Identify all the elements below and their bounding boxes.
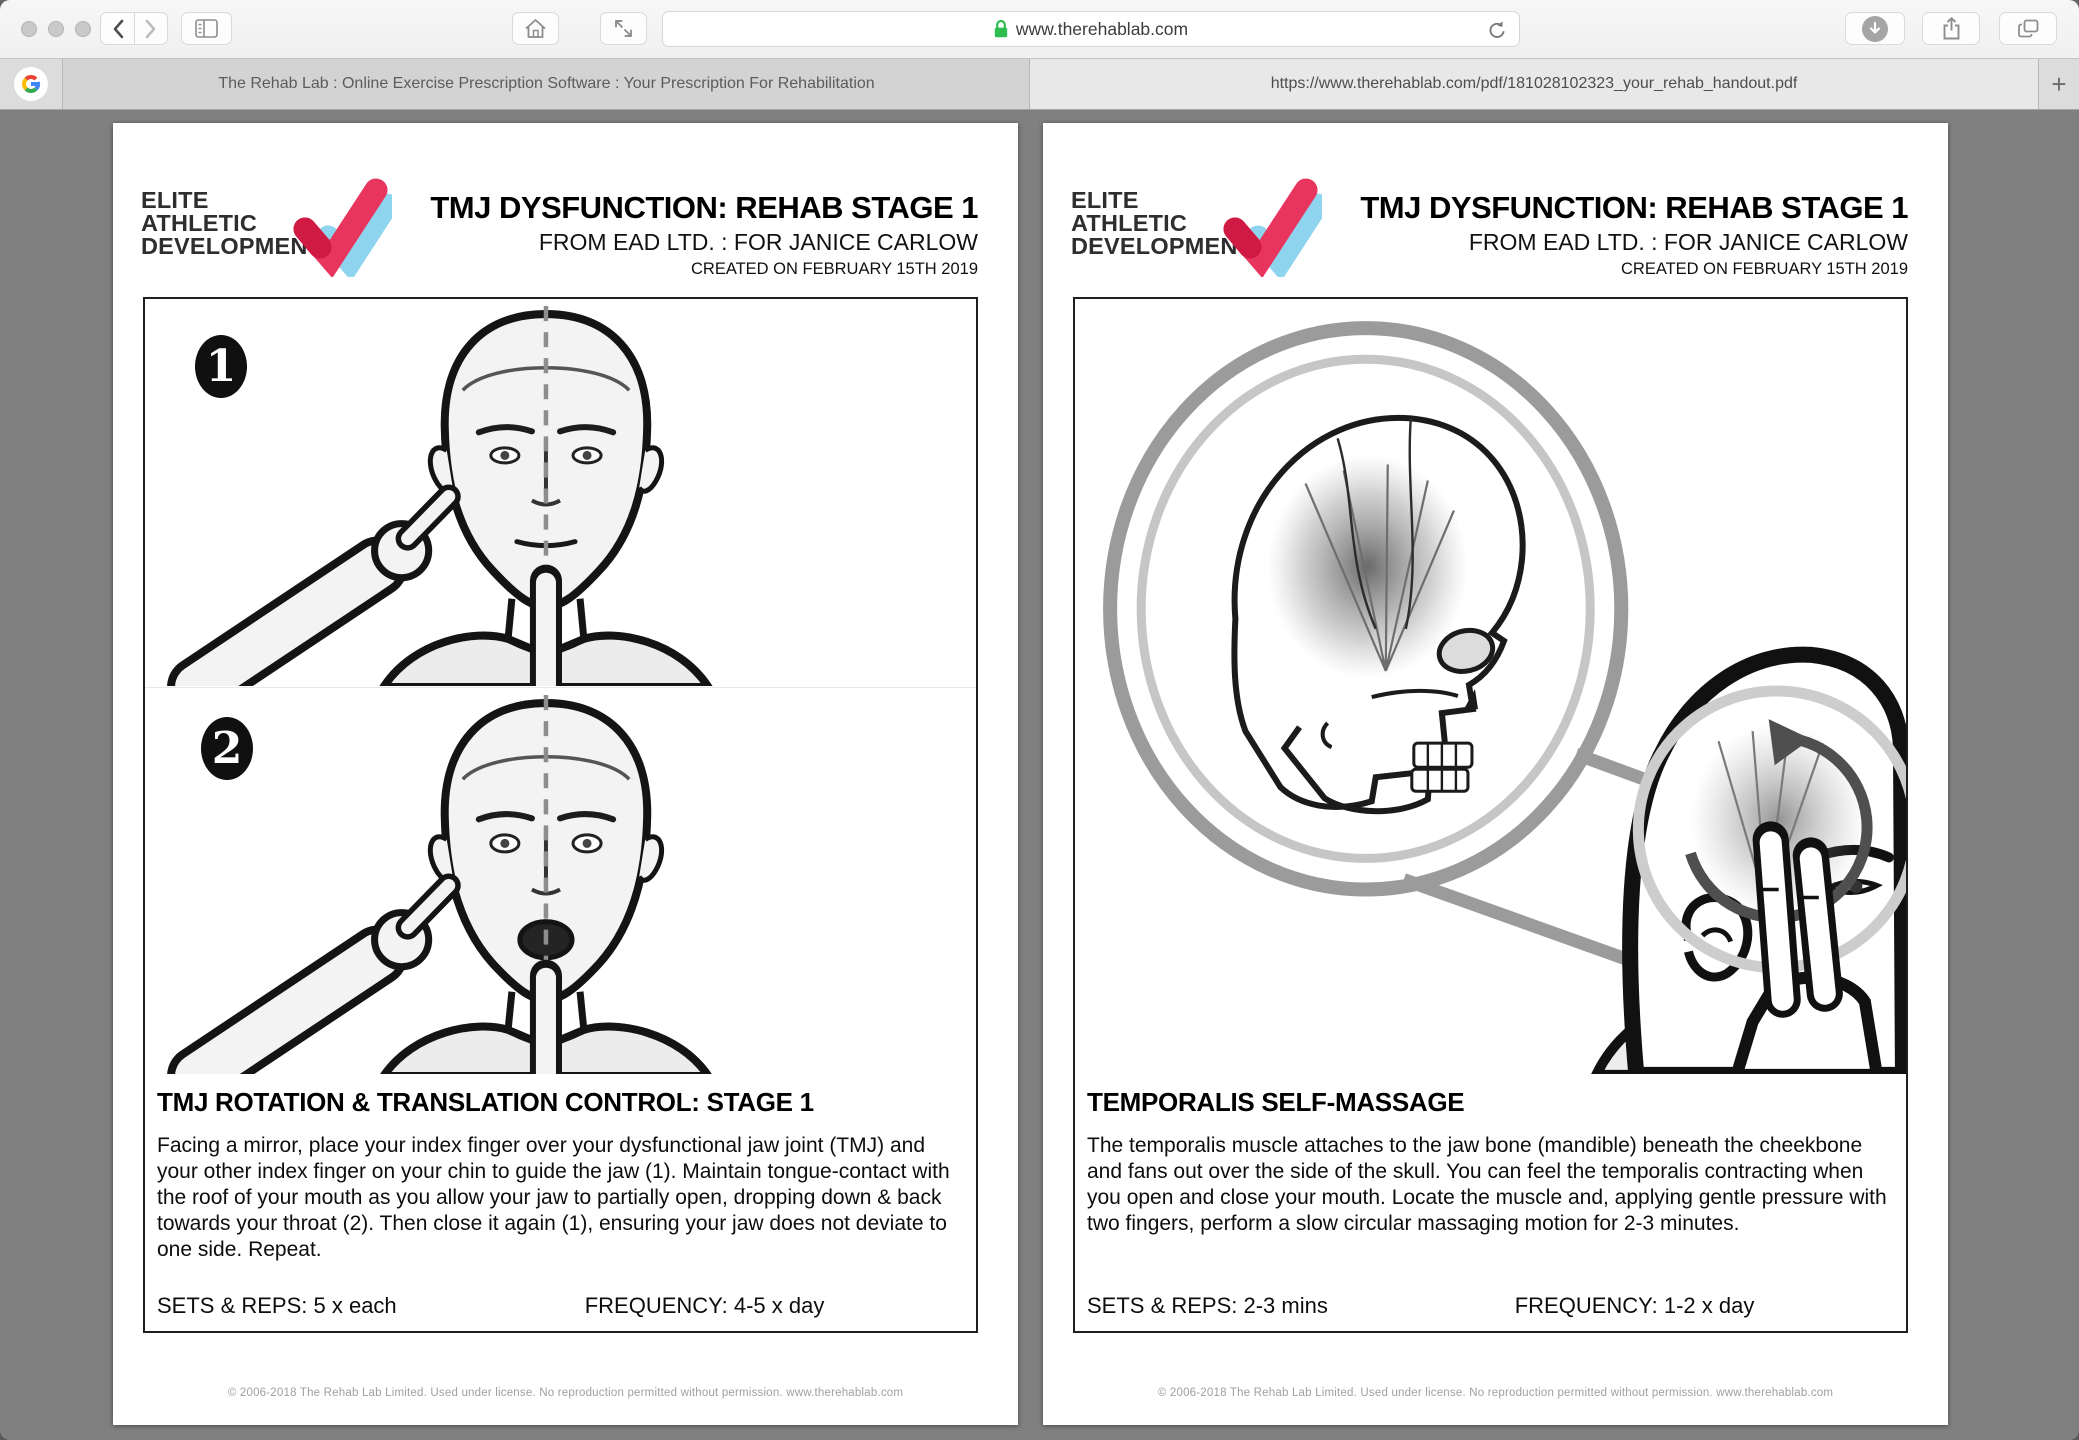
google-favicon [14, 67, 48, 101]
browser-toolbar [0, 0, 2079, 59]
downloads-button[interactable] [1845, 12, 1905, 45]
close-window-button[interactable] [21, 21, 37, 37]
home-icon [524, 18, 547, 39]
frequency-value: FREQUENCY: 1-2 x day [1514, 1293, 1755, 1318]
exercise-title: TEMPORALIS SELF-MASSAGE [1087, 1087, 1465, 1117]
tabs-overview-icon [2018, 19, 2039, 38]
illustration-step-2 [145, 687, 976, 1074]
illustration-step-1 [145, 299, 976, 686]
tab-bar [0, 59, 2079, 110]
share-icon [1942, 17, 1961, 40]
lock-icon [994, 20, 1008, 38]
home-button[interactable] [512, 12, 559, 45]
back-button[interactable] [100, 12, 134, 45]
forward-button[interactable] [134, 12, 168, 45]
document-subtitle: FROM EAD LTD. : FOR JANICE CARLOW [538, 229, 978, 255]
tabs-overview-button[interactable] [1999, 12, 2057, 45]
new-tab-button[interactable] [2039, 59, 2079, 109]
tab-title: The Rehab Lab : Online Exercise Prescription Software : Your Prescription For Rehabilitation [218, 75, 875, 92]
ead-logo-text: ELITE ATHLETIC DEVELOPMENT [141, 187, 323, 259]
exercise-stats [1087, 1293, 1894, 1319]
sidebar-icon [195, 19, 218, 38]
document-created-date: CREATED ON FEBRUARY 15TH 2019 [690, 260, 978, 278]
document-created-date: CREATED ON FEBRUARY 15TH 2019 [1620, 260, 1908, 278]
exercise-illustrations [145, 299, 976, 1074]
tab-rehab-lab-home[interactable] [64, 59, 1030, 109]
exercise-box [1073, 297, 1908, 1333]
document-header [1360, 191, 1908, 280]
ead-checkmark-icon [1222, 173, 1322, 277]
document-title: TMJ DYSFUNCTION: REHAB STAGE 1 [430, 190, 978, 225]
tab-pinned-google[interactable] [0, 59, 63, 109]
sets-reps-value: SETS & REPS: 5 x each [157, 1293, 397, 1318]
minimize-window-button[interactable] [48, 21, 64, 37]
reload-icon [1488, 20, 1507, 41]
share-button[interactable] [1922, 12, 1980, 45]
pdf-page-2 [1043, 123, 1948, 1425]
zoom-window-button[interactable] [75, 21, 91, 37]
ead-logo [141, 189, 392, 277]
forward-icon [145, 19, 157, 39]
reload-button[interactable] [1488, 20, 1507, 46]
url-field[interactable] [662, 11, 1520, 47]
ead-logo-text: ELITE ATHLETIC DEVELOPMENT [1071, 187, 1253, 259]
step-badge-1: 1 [195, 335, 247, 398]
document-subtitle: FROM EAD LTD. : FOR JANICE CARLOW [1468, 229, 1908, 255]
url-text: www.therehablab.com [1015, 18, 1189, 39]
fullscreen-button[interactable] [600, 12, 647, 45]
sidebar-toggle-button[interactable] [181, 12, 232, 45]
ead-logo [1071, 189, 1322, 277]
tab-pdf-handout[interactable] [1030, 59, 2039, 109]
exercise-illustration [1075, 299, 1906, 1074]
pdf-viewer [0, 110, 2079, 1440]
frequency-value: FREQUENCY: 4-5 x day [584, 1293, 825, 1318]
exercise-box [143, 297, 978, 1333]
exercise-title: TMJ ROTATION & TRANSLATION CONTROL: STAGE 1 [157, 1087, 814, 1117]
new-tab-icon: + [2051, 69, 2067, 99]
pdf-page-1 [113, 123, 1018, 1425]
exercise-description: Facing a mirror, place your index finger over your dysfunctional jaw joint (TMJ) and your other index finger on your chin to guide the jaw (1). Maintain tongue-contact with the roof of your mouth as you allow your jaw to partially open, dropping down & back towards your throat (2). Then close it again (1), ensuring your jaw does not deviate to one side. Repeat. [157, 1134, 950, 1261]
download-icon [1862, 16, 1888, 42]
exercise-description: The temporalis muscle attaches to the jaw bone (mandible) beneath the cheekbone and fans out over the side of the skull. You can feel the temporalis contracting when you open and close your mouth. Locate the muscle and, applying gentle pressure with two fingers, perform a slow circular massaging motion for 2-3 minutes. [1087, 1134, 1887, 1235]
history-nav-group [100, 12, 168, 45]
ead-checkmark-icon [292, 173, 392, 277]
document-header [430, 191, 978, 280]
fullscreen-icon [613, 18, 634, 39]
step-badge-2: 2 [201, 717, 253, 780]
page-footer: © 2006-2018 The Rehab Lab Limited. Used under license. No reproduction permitted without permission. www.therehablab.com [227, 1387, 904, 1399]
sets-reps-value: SETS & REPS: 2-3 mins [1087, 1293, 1328, 1318]
page-footer: © 2006-2018 The Rehab Lab Limited. Used under license. No reproduction permitted without permission. www.therehablab.com [1157, 1387, 1834, 1399]
back-icon [112, 19, 124, 39]
document-title: TMJ DYSFUNCTION: REHAB STAGE 1 [1360, 190, 1908, 225]
tab-title: https://www.therehablab.com/pdf/181028102323_your_rehab_handout.pdf [1270, 75, 1798, 92]
exercise-stats [157, 1293, 964, 1319]
